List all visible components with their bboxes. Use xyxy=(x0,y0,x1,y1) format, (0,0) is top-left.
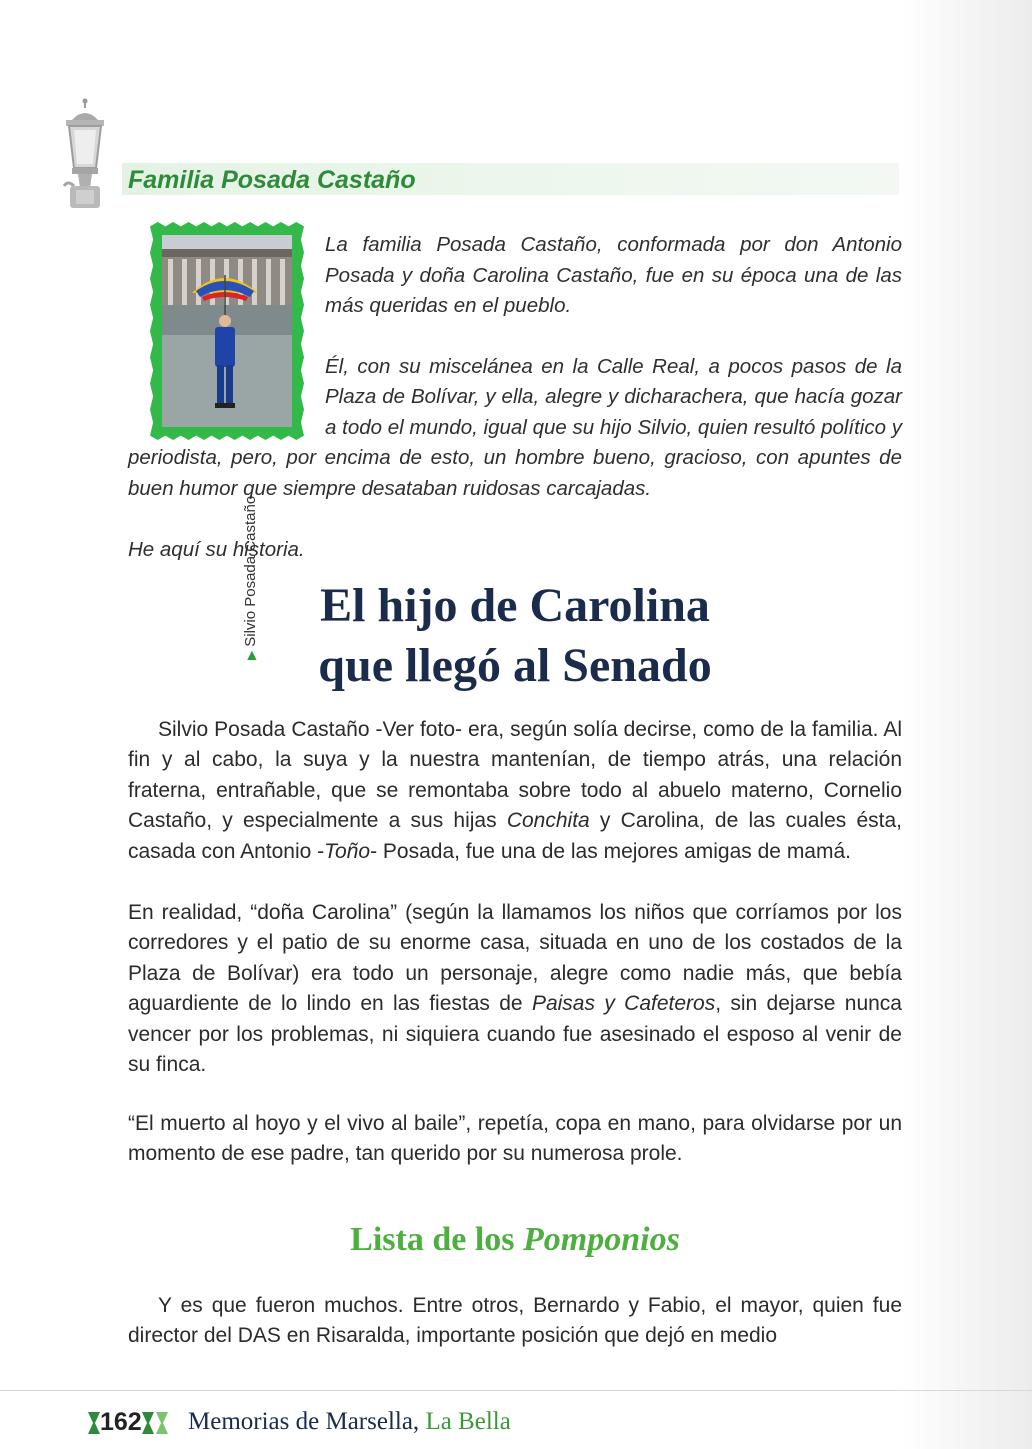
book-title-text: Memorias de Marsella, xyxy=(188,1408,420,1435)
body-paragraph-3: “El muerto al hoyo y el vivo al baile”, repetía, copa en mano, para olvidarse por un momento de ese padre, tan querido por su numerosa prole. xyxy=(128,1112,902,1166)
body-paragraph-4: Y es que fueron muchos. Entre otros, Bernardo y Fabio, el mayor, quien fue director del DAS en Risaralda, importante posición que dejó en medio xyxy=(128,1294,902,1348)
article-subtitle: Lista de los Pomponios xyxy=(350,1221,680,1258)
article-title-line-1: El hijo de Carolina xyxy=(320,579,710,632)
intro-paragraph-2: Él, con su miscelánea en la Calle Real, a pocos pasos de la Plaza de Bolívar, y ella, alegre y dicharachera, que hacía gozar a todo el mundo, igual que su hijo Silvio, quien resultó político y periodista, pero, por encima de esto, un hombre bueno, gracioso, con apuntes de buen humor que siempre desataban ruidosas carcajadas. xyxy=(128,354,902,500)
book-title-accent: La Bella xyxy=(425,1408,511,1435)
page-number-text: 162 xyxy=(100,1408,142,1436)
hourglass-icon xyxy=(88,1412,100,1434)
photo-caption-text: Silvio Posada Castaño xyxy=(242,495,259,647)
page-number xyxy=(88,1404,168,1440)
book-title xyxy=(188,1404,511,1440)
article-title xyxy=(128,576,902,696)
article-title-line-2: que llegó al Senado xyxy=(318,639,712,692)
hourglass-icon xyxy=(142,1412,154,1434)
footer-rule xyxy=(0,1390,1032,1391)
section-title: Familia Posada Castaño xyxy=(128,166,416,194)
hourglass-icon xyxy=(156,1412,168,1434)
caption-triangle-icon: ▶ xyxy=(244,650,258,660)
photo-spacer xyxy=(128,230,325,428)
intro-lead-out: He aquí su historia. xyxy=(128,538,305,561)
body-paragraph-2: En realidad, “doña Carolina” (según la llamamos los niños que corríamos por los corredores y el patio de su enorme casa, situada en uno de los costados de la Plaza de Bolívar) era todo un personaje, alegre como nadie más, que bebía aguardiente de lo lindo en las fiestas de Paisas y Cafeteros, sin dejarse nunca vencer por los problemas, ni siquiera cuando fue asesinado el esposo al venir de su finca. xyxy=(128,901,902,1077)
street-lamp-icon xyxy=(58,98,112,214)
body-paragraph-1: Silvio Posada Castaño -Ver foto- era, según solía decirse, como de la familia. Al fin y al cabo, la suya y la nuestra mantenían, de tiempo atrás, una relación fraterna, entrañable, que se remontaba sobre todo al abuelo materno, Cornelio Castaño, y especialmente a sus hijas Conchita y Carolina, de las cuales ésta, casada con Antonio -Toño- Posada, fue una de las mejores amigas de mamá. xyxy=(128,718,902,863)
intro-text xyxy=(128,230,902,504)
intro-paragraph-1: La familia Posada Castaño, conformada por don Antonio Posada y doña Carolina Castaño, fue en su época una de las más queridas en el pueblo. xyxy=(325,233,902,317)
